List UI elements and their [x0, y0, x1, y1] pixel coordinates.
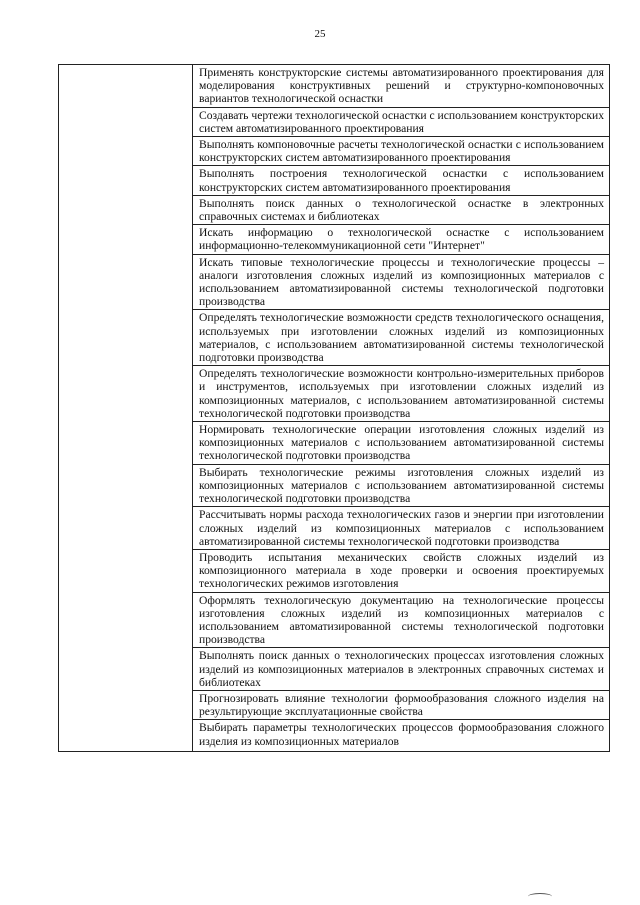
table-cell: Выполнять компоновочные расчеты технологической оснастки с использованием конструкторских систем автоматизированного проектирования [193, 137, 610, 166]
skills-table [58, 64, 610, 752]
table-cell: Оформлять технологическую документацию на технологические процессы изготовления сложных изделий из композиционных материалов с использованием автоматизированной системы технологической подготовки производства [193, 592, 610, 648]
table-cell: Рассчитывать нормы расхода технологических газов и энергии при изготовлении сложных изделий из композиционных материалов с использованием автоматизированной системы технологической подготовки производства [193, 507, 610, 550]
page-number: 25 [314, 28, 326, 40]
table-cell: Нормировать технологические операции изготовления сложных изделий из композиционных материалов с использованием автоматизированной системы технологической подготовки производства [193, 422, 610, 465]
table-cell: Создавать чертежи технологической оснастки с использованием конструкторских систем автоматизированного проектирования [193, 107, 610, 136]
table-cell: Искать типовые технологические процессы и технологические процессы – аналоги изготовления сложных изделий из композиционных материалов с использованием автоматизированной системы технологической подготовки производства [193, 254, 610, 310]
table-cell: Прогнозировать влияние технологии формообразования сложного изделия на результирующие эксплуатационные свойства [193, 690, 610, 719]
table-cell: Искать информацию о технологической оснастке с использованием информационно-телекоммуникационной сети "Интернет" [193, 225, 610, 254]
table-cell: Выполнять поиск данных о технологической оснастке в электронных справочных системах и библиотеках [193, 195, 610, 224]
table-cell: Выполнять построения технологической оснастки с использованием конструкторских систем автоматизированного проектирования [193, 166, 610, 195]
table-cell: Определять технологические возможности средств технологического оснащения, используемых при изготовлении сложных изделий из композиционных материалов, с использованием автоматизированной системы технологической подготовки производства [193, 310, 610, 366]
table-cell: Выбирать технологические режимы изготовления сложных изделий из композиционных материалов с использованием автоматизированной системы технологической подготовки производства [193, 464, 610, 507]
table-cell: Определять технологические возможности контрольно-измерительных приборов и инструментов, используемых при изготовлении сложных изделий из композиционных материалов, с использованием автоматизированной системы технологической подготовки производства [193, 366, 610, 422]
table-cell: Выполнять поиск данных о технологических процессах изготовления сложных изделий из композиционных материалов в электронных справочных системах и библиотеках [193, 648, 610, 691]
scan-mark [528, 893, 552, 900]
table-cell: Проводить испытания механических свойств сложных изделий из композиционного материала в ходе проверки и освоения проектируемых технологических режимов изготовления [193, 549, 610, 592]
table-cell: Применять конструкторские системы автоматизированного проектирования для моделирования конструктивных решений и структурно-компоновочных вариантов технологической оснастки [193, 65, 610, 108]
left-empty-cell [59, 65, 193, 752]
table-cell: Выбирать параметры технологических процессов формообразования сложного изделия из композиционных материалов [193, 720, 610, 751]
table-row [59, 65, 610, 108]
